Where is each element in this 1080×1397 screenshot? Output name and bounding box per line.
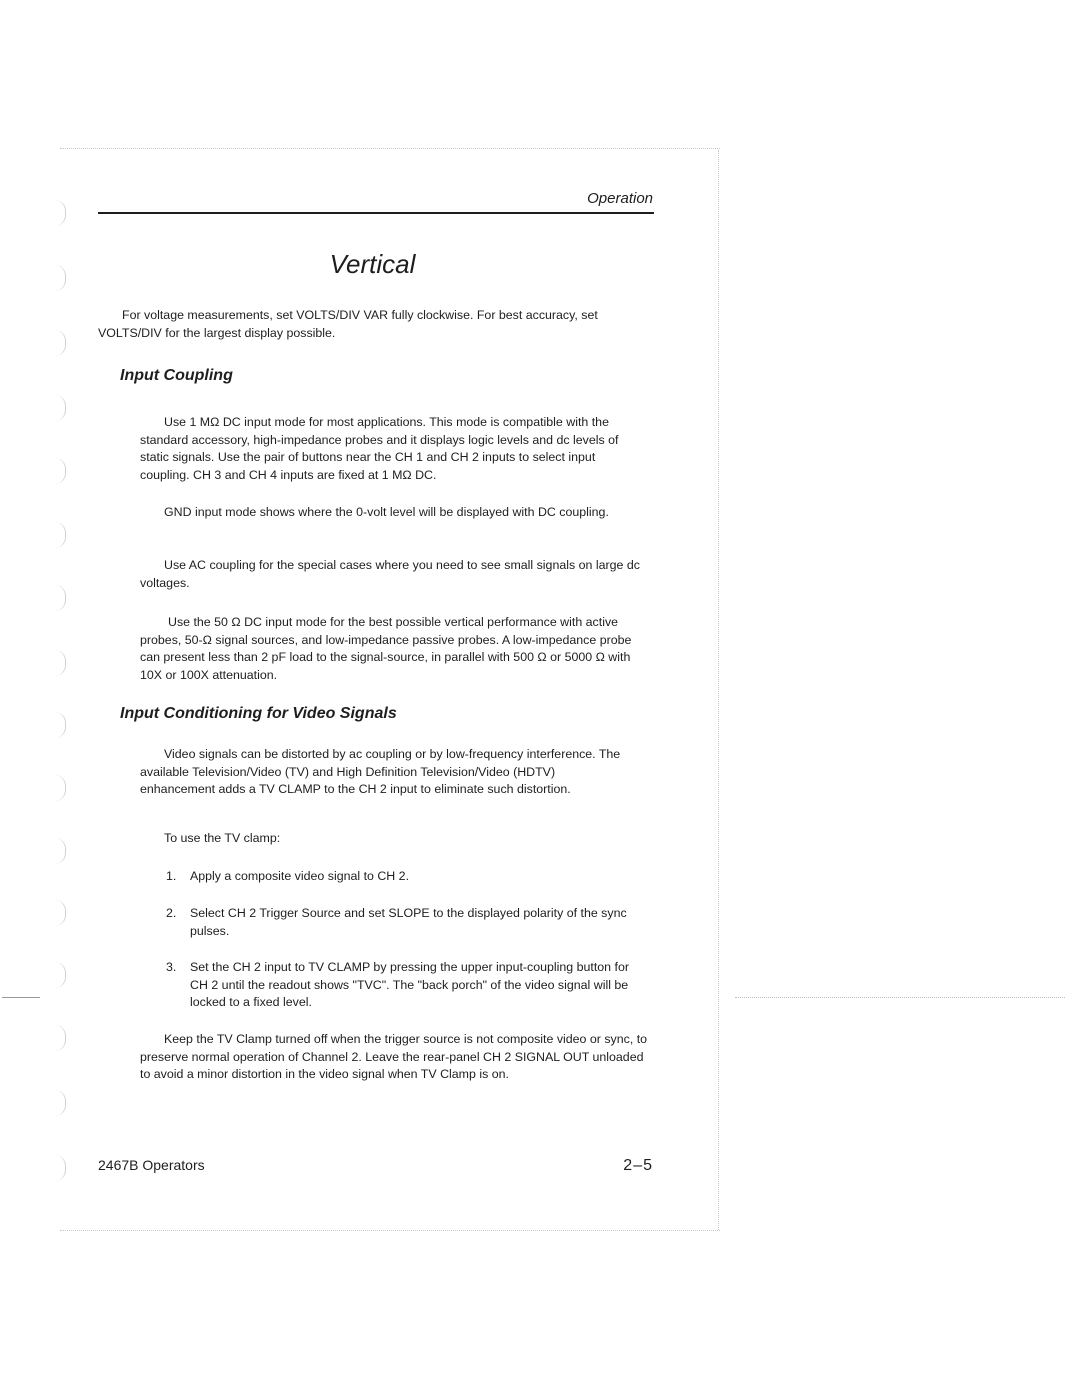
binder-hole-mark xyxy=(55,962,66,988)
section-heading-input-coupling: Input Coupling xyxy=(120,367,233,384)
binder-hole-mark xyxy=(55,712,66,738)
footer-manual-name: 2467B Operators xyxy=(98,1157,205,1173)
step-text: Set the CH 2 input to TV CLAMP by pressing the upper input-coupling button for CH 2 until the readout shows "TVC". The "back porch" of the video signal will be locked to a fixed level. xyxy=(190,960,629,1009)
step-number: 2. xyxy=(166,906,177,920)
binder-hole-mark xyxy=(55,1155,66,1181)
footer-page-number: 2–5 xyxy=(623,1157,653,1174)
binder-hole-mark xyxy=(55,458,66,484)
binder-hole-mark xyxy=(55,200,66,226)
input-coupling-paragraph-1mohm: Use 1 MΩ DC input mode for most applications. This mode is compatible with the standard accessory, high-impedance probes and it displays logic levels and dc levels of static signals. Use the pair of buttons near the CH 1 and CH 2 inputs to select input coupling. CH 3 and CH 4 inputs are fixed at 1 MΩ DC. xyxy=(140,415,619,482)
running-header: Operation xyxy=(587,190,653,207)
binder-hole-mark xyxy=(55,650,66,676)
binder-hole-mark xyxy=(55,1025,66,1051)
scan-edge-right xyxy=(718,150,719,1230)
page-title: Vertical xyxy=(329,249,416,279)
list-item xyxy=(166,959,636,1012)
header-rule xyxy=(98,212,654,214)
step-text: Apply a composite video signal to CH 2. xyxy=(190,869,410,883)
tv-clamp-lead: To use the TV clamp: xyxy=(164,831,281,845)
binder-hole-mark xyxy=(55,585,66,611)
section-heading-video-signals: Input Conditioning for Video Signals xyxy=(120,705,397,722)
step-number: 3. xyxy=(166,960,177,974)
binder-hole-mark xyxy=(55,522,66,548)
scan-mark-right xyxy=(735,997,1065,998)
binder-hole-mark xyxy=(55,1090,66,1116)
scan-edge-top xyxy=(60,148,720,149)
intro-paragraph: For voltage measurements, set VOLTS/DIV VAR fully clockwise. For best accuracy, set VOLTS/DIV for the largest display possible. xyxy=(98,308,598,340)
scan-mark-left xyxy=(2,997,40,998)
binder-hole-mark xyxy=(55,330,66,356)
step-text: Select CH 2 Trigger Source and set SLOPE to the displayed polarity of the sync pulses. xyxy=(190,906,627,938)
tv-clamp-closing-paragraph: Keep the TV Clamp turned off when the trigger source is not composite video or sync, to preserve normal operation of Channel 2. Leave the rear-panel CH 2 SIGNAL OUT unloaded to avoid a minor distortion in the video signal when TV Clamp is on. xyxy=(140,1032,648,1081)
video-paragraph: Video signals can be distorted by ac coupling or by low-frequency interference. The available Television/Video (TV) and High Definition Television/Video (HDTV) enhancement adds a TV CLAMP to the CH 2 input to eliminate such distortion. xyxy=(140,747,621,796)
scan-edge-bottom xyxy=(60,1230,720,1231)
binder-hole-mark xyxy=(55,900,66,926)
binder-hole-mark xyxy=(55,395,66,421)
binder-hole-mark xyxy=(55,838,66,864)
binder-hole-mark xyxy=(55,775,66,801)
input-coupling-paragraph-gnd: GND input mode shows where the 0-volt level will be displayed with DC coupling. xyxy=(164,505,609,519)
input-coupling-paragraph-ac: Use AC coupling for the special cases where you need to see small signals on large dc voltages. xyxy=(140,558,640,590)
list-item xyxy=(166,868,636,886)
step-number: 1. xyxy=(166,869,177,883)
input-coupling-paragraph-50ohm: Use the 50 Ω DC input mode for the best possible vertical performance with active probes, 50-Ω signal sources, and low-impedance passive probes. A low-impedance probe can present less than 2 pF load to the signal-source, in parallel with 500 Ω or 5000 Ω with 10X or 100X attenuation. xyxy=(140,615,632,682)
list-item xyxy=(166,905,636,940)
